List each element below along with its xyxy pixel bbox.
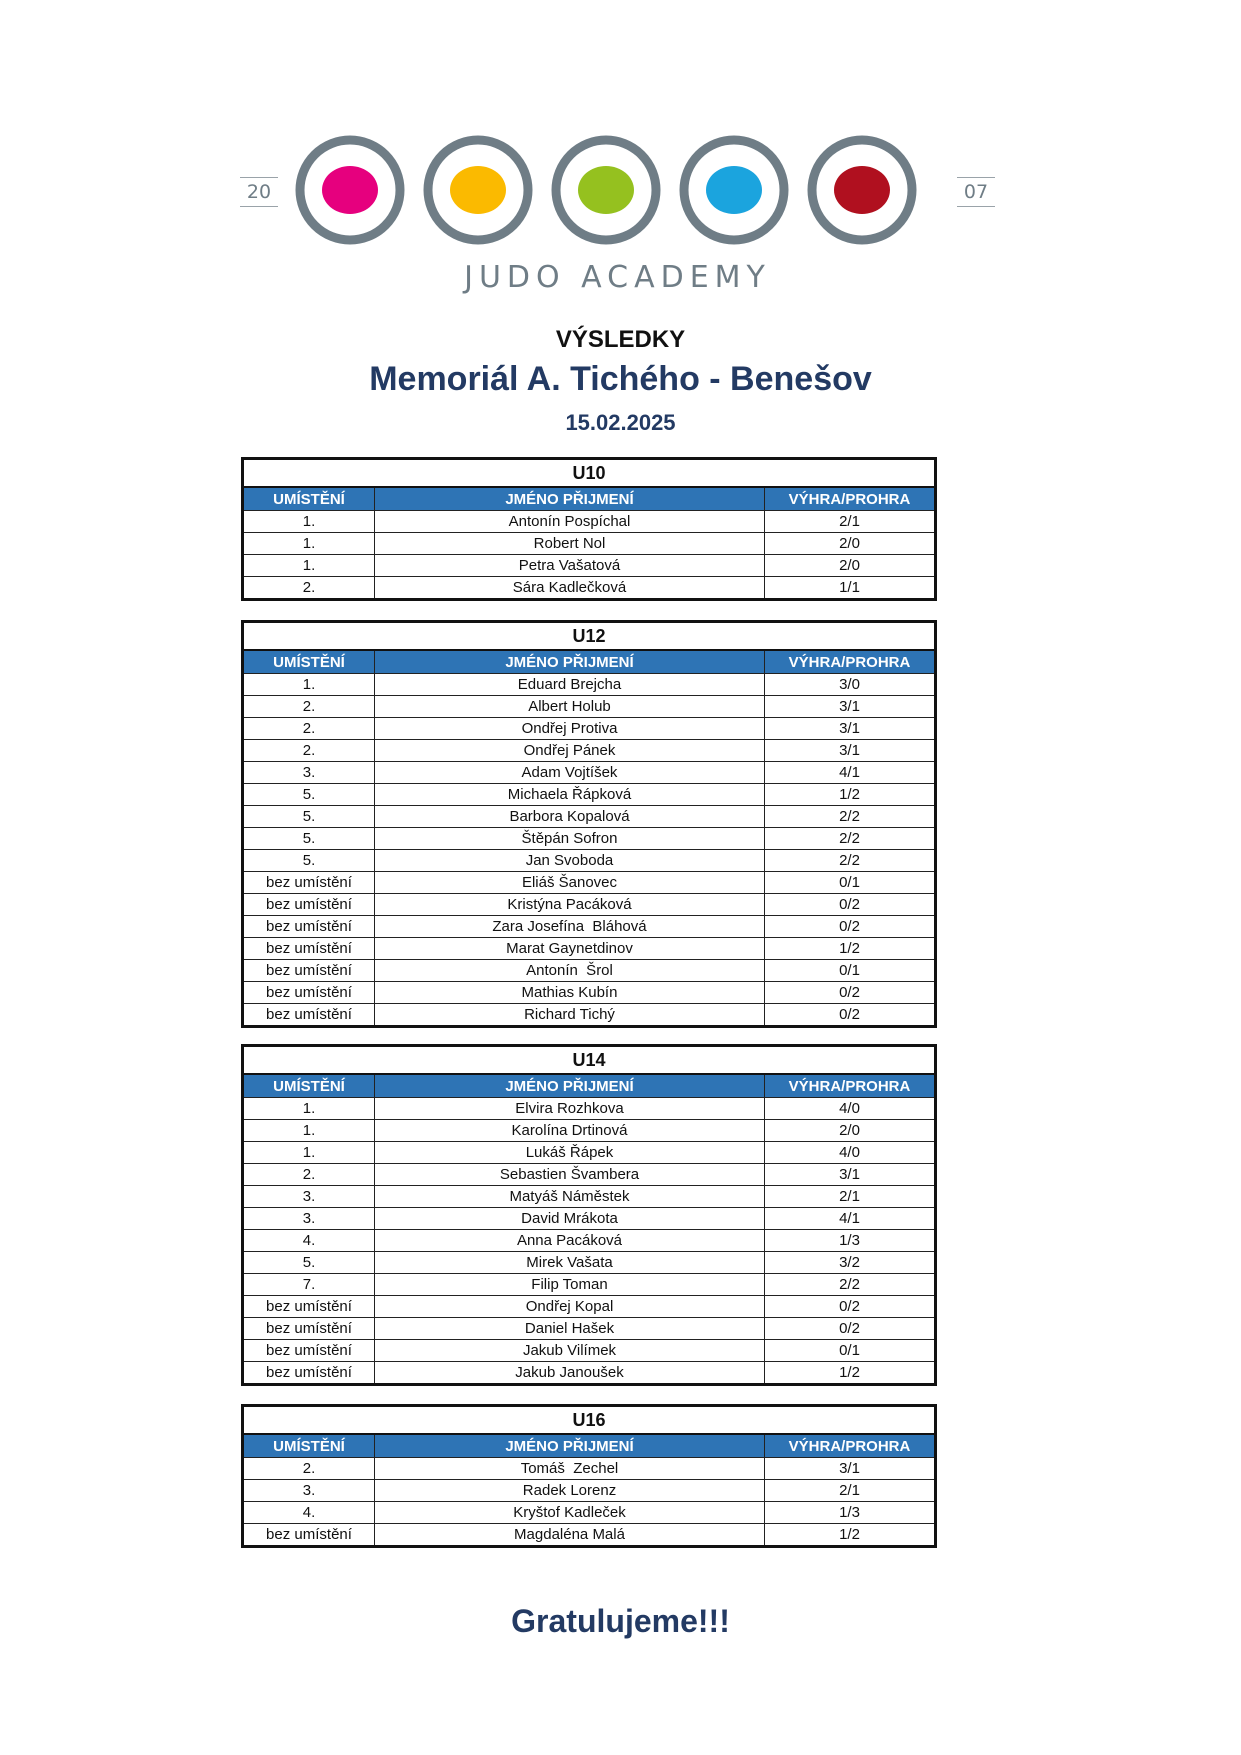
column-header-place: UMÍSTĚNÍ <box>243 487 375 511</box>
record-cell: 2/2 <box>765 828 936 850</box>
results-table-u10 <box>241 457 937 601</box>
record-cell: 2/1 <box>765 511 936 533</box>
name-cell: Tomáš Zechel <box>375 1458 765 1480</box>
record-cell: 1/3 <box>765 1230 936 1252</box>
record-cell: 1/2 <box>765 784 936 806</box>
place-cell: bez umístění <box>243 1340 375 1362</box>
column-header-place: UMÍSTĚNÍ <box>243 1434 375 1458</box>
table-row <box>243 718 936 740</box>
name-cell: Mirek Vašata <box>375 1252 765 1274</box>
place-cell: bez umístění <box>243 1362 375 1385</box>
table-row <box>243 894 936 916</box>
record-cell: 1/1 <box>765 577 936 600</box>
table-row <box>243 533 936 555</box>
category-title: U12 <box>243 622 936 651</box>
column-header-record: VÝHRA/PROHRA <box>765 1434 936 1458</box>
column-header-record: VÝHRA/PROHRA <box>765 650 936 674</box>
name-cell: Barbora Kopalová <box>375 806 765 828</box>
record-cell: 0/2 <box>765 1296 936 1318</box>
record-cell: 1/2 <box>765 1362 936 1385</box>
congratulations-text: Gratulujeme!!! <box>511 1603 730 1639</box>
name-cell: Mathias Kubín <box>375 982 765 1004</box>
name-cell: Štěpán Sofron <box>375 828 765 850</box>
place-cell: 1. <box>243 1098 375 1120</box>
table-row <box>243 1480 936 1502</box>
table-row <box>243 806 936 828</box>
logo-year-right: 07 <box>957 177 995 207</box>
name-cell: Sebastien Švambera <box>375 1164 765 1186</box>
record-cell: 2/0 <box>765 533 936 555</box>
table-row <box>243 1120 936 1142</box>
record-cell: 2/2 <box>765 806 936 828</box>
column-header-record: VÝHRA/PROHRA <box>765 1074 936 1098</box>
table-header-row <box>243 487 936 511</box>
judo-academy-logo <box>240 133 995 303</box>
table-row <box>243 1318 936 1340</box>
place-cell: bez umístění <box>243 916 375 938</box>
record-cell: 0/1 <box>765 1340 936 1362</box>
place-cell: bez umístění <box>243 1296 375 1318</box>
record-cell: 0/1 <box>765 960 936 982</box>
name-cell: Antonín Pospíchal <box>375 511 765 533</box>
record-cell: 2/2 <box>765 850 936 872</box>
record-cell: 2/2 <box>765 1274 936 1296</box>
record-cell: 4/0 <box>765 1142 936 1164</box>
name-cell: Sára Kadlečková <box>375 577 765 600</box>
name-cell: Robert Nol <box>375 533 765 555</box>
record-cell: 2/1 <box>765 1480 936 1502</box>
place-cell: 2. <box>243 577 375 600</box>
table-header-row <box>243 1074 936 1098</box>
name-cell: Kristýna Pacáková <box>375 894 765 916</box>
table-row <box>243 850 936 872</box>
name-cell: Karolína Drtinová <box>375 1120 765 1142</box>
name-cell: Michaela Řápková <box>375 784 765 806</box>
name-cell: Elvira Rozhkova <box>375 1098 765 1120</box>
record-cell: 4/1 <box>765 762 936 784</box>
column-header-record: VÝHRA/PROHRA <box>765 487 936 511</box>
name-cell: Ondřej Pánek <box>375 740 765 762</box>
record-cell: 0/1 <box>765 872 936 894</box>
name-cell: Eliáš Šanovec <box>375 872 765 894</box>
column-header-place: UMÍSTĚNÍ <box>243 650 375 674</box>
place-cell: 3. <box>243 1480 375 1502</box>
name-cell: Matyáš Náměstek <box>375 1186 765 1208</box>
place-cell: bez umístění <box>243 894 375 916</box>
table-row <box>243 1004 936 1027</box>
place-cell: bez umístění <box>243 1318 375 1340</box>
place-cell: bez umístění <box>243 982 375 1004</box>
place-cell: 1. <box>243 533 375 555</box>
record-cell: 2/1 <box>765 1186 936 1208</box>
logo-dot-3 <box>578 166 634 214</box>
place-cell: 1. <box>243 555 375 577</box>
record-cell: 4/1 <box>765 1208 936 1230</box>
name-cell: Daniel Hašek <box>375 1318 765 1340</box>
place-cell: bez umístění <box>243 1524 375 1547</box>
record-cell: 0/2 <box>765 916 936 938</box>
record-cell: 1/2 <box>765 938 936 960</box>
name-cell: Richard Tichý <box>375 1004 765 1027</box>
place-cell: 1. <box>243 511 375 533</box>
name-cell: Albert Holub <box>375 696 765 718</box>
results-table-u12 <box>241 620 937 1028</box>
record-cell: 0/2 <box>765 1318 936 1340</box>
table-row <box>243 740 936 762</box>
name-cell: David Mrákota <box>375 1208 765 1230</box>
table-row <box>243 762 936 784</box>
name-cell: Filip Toman <box>375 1274 765 1296</box>
place-cell: 5. <box>243 1252 375 1274</box>
name-cell: Antonín Šrol <box>375 960 765 982</box>
column-header-name: JMÉNO PŘIJMENÍ <box>375 1434 765 1458</box>
table-row <box>243 1502 936 1524</box>
place-cell: 3. <box>243 1208 375 1230</box>
place-cell: bez umístění <box>243 872 375 894</box>
table-row <box>243 872 936 894</box>
name-cell: Magdaléna Malá <box>375 1524 765 1547</box>
table-row <box>243 577 936 600</box>
logo-dot-4 <box>706 166 762 214</box>
table-row <box>243 982 936 1004</box>
place-cell: 5. <box>243 784 375 806</box>
record-cell: 0/2 <box>765 982 936 1004</box>
table-row <box>243 960 936 982</box>
table-row <box>243 1296 936 1318</box>
place-cell: 7. <box>243 1274 375 1296</box>
logo-year-left: 20 <box>240 177 278 207</box>
event-date: 15.02.2025 <box>565 410 676 435</box>
place-cell: 2. <box>243 696 375 718</box>
table-row <box>243 1186 936 1208</box>
name-cell: Jan Svoboda <box>375 850 765 872</box>
record-cell: 1/3 <box>765 1502 936 1524</box>
name-cell: Eduard Brejcha <box>375 674 765 696</box>
name-cell: Lukáš Řápek <box>375 1142 765 1164</box>
place-cell: 2. <box>243 1164 375 1186</box>
table-row <box>243 1458 936 1480</box>
table-row <box>243 1164 936 1186</box>
column-header-name: JMÉNO PŘIJMENÍ <box>375 1074 765 1098</box>
table-row <box>243 555 936 577</box>
results-table-u14 <box>241 1044 937 1386</box>
table-header-row <box>243 650 936 674</box>
table-row <box>243 696 936 718</box>
table-row <box>243 674 936 696</box>
category-title: U14 <box>243 1046 936 1075</box>
name-cell: Ondřej Kopal <box>375 1296 765 1318</box>
place-cell: 5. <box>243 806 375 828</box>
table-header-row <box>243 1434 936 1458</box>
record-cell: 0/2 <box>765 1004 936 1027</box>
logo-rings <box>240 133 995 253</box>
place-cell: 5. <box>243 828 375 850</box>
place-cell: 4. <box>243 1502 375 1524</box>
name-cell: Zara Josefína Bláhová <box>375 916 765 938</box>
place-cell: 5. <box>243 850 375 872</box>
table-row <box>243 1252 936 1274</box>
place-cell: 3. <box>243 762 375 784</box>
results-table-u16 <box>241 1404 937 1548</box>
record-cell: 4/0 <box>765 1098 936 1120</box>
place-cell: 2. <box>243 1458 375 1480</box>
results-label: VÝSLEDKY <box>555 326 686 353</box>
table-row <box>243 1274 936 1296</box>
place-cell: bez umístění <box>243 938 375 960</box>
column-header-place: UMÍSTĚNÍ <box>243 1074 375 1098</box>
place-cell: 1. <box>243 1142 375 1164</box>
record-cell: 3/1 <box>765 696 936 718</box>
place-cell: 1. <box>243 1120 375 1142</box>
record-cell: 3/1 <box>765 1164 936 1186</box>
name-cell: Marat Gaynetdinov <box>375 938 765 960</box>
logo-dot-5 <box>834 166 890 214</box>
record-cell: 3/0 <box>765 674 936 696</box>
column-header-name: JMÉNO PŘIJMENÍ <box>375 487 765 511</box>
record-cell: 0/2 <box>765 894 936 916</box>
record-cell: 2/0 <box>765 1120 936 1142</box>
table-row <box>243 1142 936 1164</box>
record-cell: 3/1 <box>765 740 936 762</box>
table-row <box>243 1208 936 1230</box>
name-cell: Jakub Vilímek <box>375 1340 765 1362</box>
place-cell: 4. <box>243 1230 375 1252</box>
table-row <box>243 784 936 806</box>
table-row <box>243 511 936 533</box>
table-row <box>243 938 936 960</box>
record-cell: 3/2 <box>765 1252 936 1274</box>
table-row <box>243 1340 936 1362</box>
place-cell: bez umístění <box>243 960 375 982</box>
table-row <box>243 1230 936 1252</box>
table-row <box>243 916 936 938</box>
column-header-name: JMÉNO PŘIJMENÍ <box>375 650 765 674</box>
category-title: U16 <box>243 1406 936 1435</box>
logo-dot-2 <box>450 166 506 214</box>
record-cell: 1/2 <box>765 1524 936 1547</box>
record-cell: 2/0 <box>765 555 936 577</box>
record-cell: 3/1 <box>765 1458 936 1480</box>
table-row <box>243 1098 936 1120</box>
category-title: U10 <box>243 459 936 488</box>
record-cell: 3/1 <box>765 718 936 740</box>
name-cell: Petra Vašatová <box>375 555 765 577</box>
name-cell: Radek Lorenz <box>375 1480 765 1502</box>
page-title: Memoriál A. Tichého - Benešov <box>369 360 872 398</box>
table-row <box>243 1362 936 1385</box>
name-cell: Ondřej Protiva <box>375 718 765 740</box>
table-row <box>243 1524 936 1547</box>
name-cell: Adam Vojtíšek <box>375 762 765 784</box>
place-cell: 2. <box>243 718 375 740</box>
logo-text: JUDO ACADEMY <box>464 260 771 295</box>
place-cell: 1. <box>243 674 375 696</box>
place-cell: bez umístění <box>243 1004 375 1027</box>
name-cell: Jakub Janoušek <box>375 1362 765 1385</box>
place-cell: 2. <box>243 740 375 762</box>
place-cell: 3. <box>243 1186 375 1208</box>
table-row <box>243 828 936 850</box>
logo-dot-1 <box>322 166 378 214</box>
name-cell: Kryštof Kadleček <box>375 1502 765 1524</box>
name-cell: Anna Pacáková <box>375 1230 765 1252</box>
